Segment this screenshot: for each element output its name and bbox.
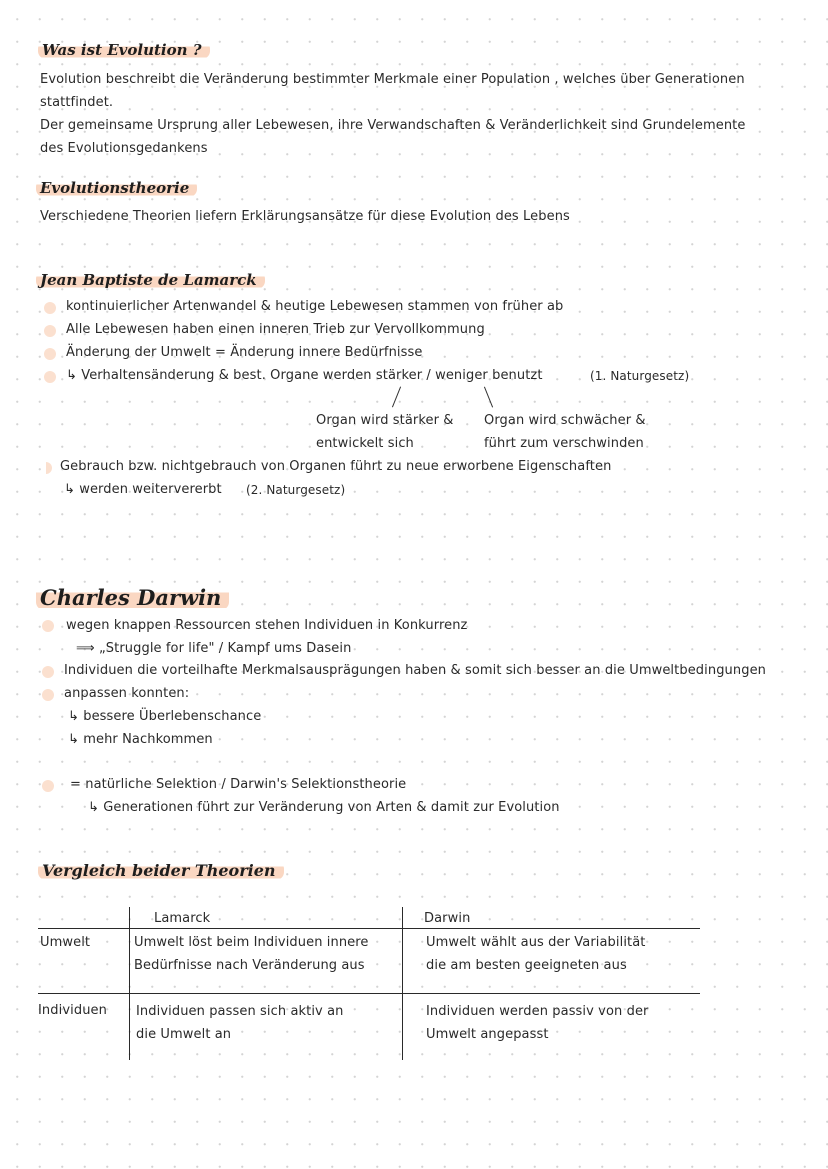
darwin-struggle: ⟹ „Struggle for life" / Kampf ums Dasein [76,641,352,656]
table-header-rule [38,928,700,929]
heading-comparison: Vergleich beider Theorien [38,861,284,880]
branch-left-line-1: Organ wird stärker & [316,413,454,428]
lamarck-usage: Gebrauch bzw. nichtgebrauch von Organen führt zu neue erworbene Eigenschaften [60,459,612,474]
bullet-icon [44,325,56,337]
table-header-lamarck: Lamarck [154,911,211,926]
table-cell: Umwelt löst beim Individuen innere [134,935,369,950]
evolution-line-2: stattfindet. [40,95,114,110]
darwin-sub-2: ↳ mehr Nachkommen [68,732,213,747]
evolution-line-4: des Evolutionsgedankens [40,141,208,156]
bullet-icon [44,302,56,314]
darwin-sub-1: ↳ bessere Überlebenschance [68,709,262,724]
bullet-icon [42,666,54,678]
darwin-point-3: anpassen konnten: [64,686,190,701]
table-cell: die am besten geeigneten aus [426,958,627,973]
law-2-label: (2. Naturgesetz) [246,483,346,497]
bullet-icon [44,371,56,383]
bullet-icon [42,689,54,701]
lamarck-point-3: Änderung der Umwelt = Änderung innere Bedürfnisse [66,345,423,360]
branch-right-line-2: führt zum verschwinden [484,436,644,451]
branch-line-left [392,387,402,408]
branch-line-right [484,387,494,408]
darwin-point-1: wegen knappen Ressourcen stehen Individuen in Konkurrenz [66,618,468,633]
bullet-icon [46,462,52,474]
bullet-icon [42,780,54,792]
table-row-label-umwelt: Umwelt [40,935,91,950]
heading-darwin: Charles Darwin [36,585,229,610]
darwin-point-2: Individuen die vorteilhafte Merkmalsausprägungen haben & somit sich besser an die Umweltbedingungen [64,663,767,678]
heading-what-is-evolution: Was ist Evolution ? [38,41,210,59]
table-header-darwin: Darwin [424,911,471,926]
lamarck-point-2: Alle Lebewesen haben einen inneren Trieb zur Vervollkommung [66,322,485,337]
table-row-label-individuen: Individuen [38,1003,107,1018]
table-cell: Individuen werden passiv von der [426,1004,649,1019]
heading-lamarck: Jean Baptiste de Lamarck [36,271,265,289]
branch-right-line-1: Organ wird schwächer & [484,413,646,428]
theory-text: Verschiedene Theorien liefern Erklärungsansätze für diese Evolution des Lebens [40,209,570,224]
table-row-rule [38,993,700,994]
darwin-sub-3: ↳ Generationen führt zur Veränderung von Arten & damit zur Evolution [88,800,560,815]
table-col-rule-2 [402,907,403,1060]
lamarck-inherit: ↳ werden weitervererbt [64,482,222,497]
bullet-icon [44,348,56,360]
table-cell: die Umwelt an [136,1027,232,1042]
evolution-line-1: Evolution beschreibt die Veränderung bestimmter Merkmale einer Population , welches über Generationen [40,72,745,87]
table-cell: Bedürfnisse nach Veränderung aus [134,958,365,973]
table-cell: Umwelt wählt aus der Variabilität [426,935,646,950]
heading-evolution-theory: Evolutionstheorie [36,179,197,197]
lamarck-point-1: kontinuierlicher Artenwandel & heutige Lebewesen stammen von früher ab [66,299,564,314]
table-col-rule-1 [129,907,130,1060]
table-cell: Individuen passen sich aktiv an [136,1004,344,1019]
branch-left-line-2: entwickelt sich [316,436,414,451]
law-1-label: (1. Naturgesetz) [590,369,690,383]
darwin-point-4: = natürliche Selektion / Darwin's Selektionstheorie [70,777,407,792]
lamarck-point-4: ↳ Verhaltensänderung & best. Organe werden stärker / weniger benutzt [66,368,543,383]
table-cell: Umwelt angepasst [426,1027,549,1042]
evolution-line-3: Der gemeinsame Ursprung aller Lebewesen, ihre Verwandschaften & Veränderlichkeit sind Grundelemente [40,118,746,133]
bullet-icon [42,620,54,632]
